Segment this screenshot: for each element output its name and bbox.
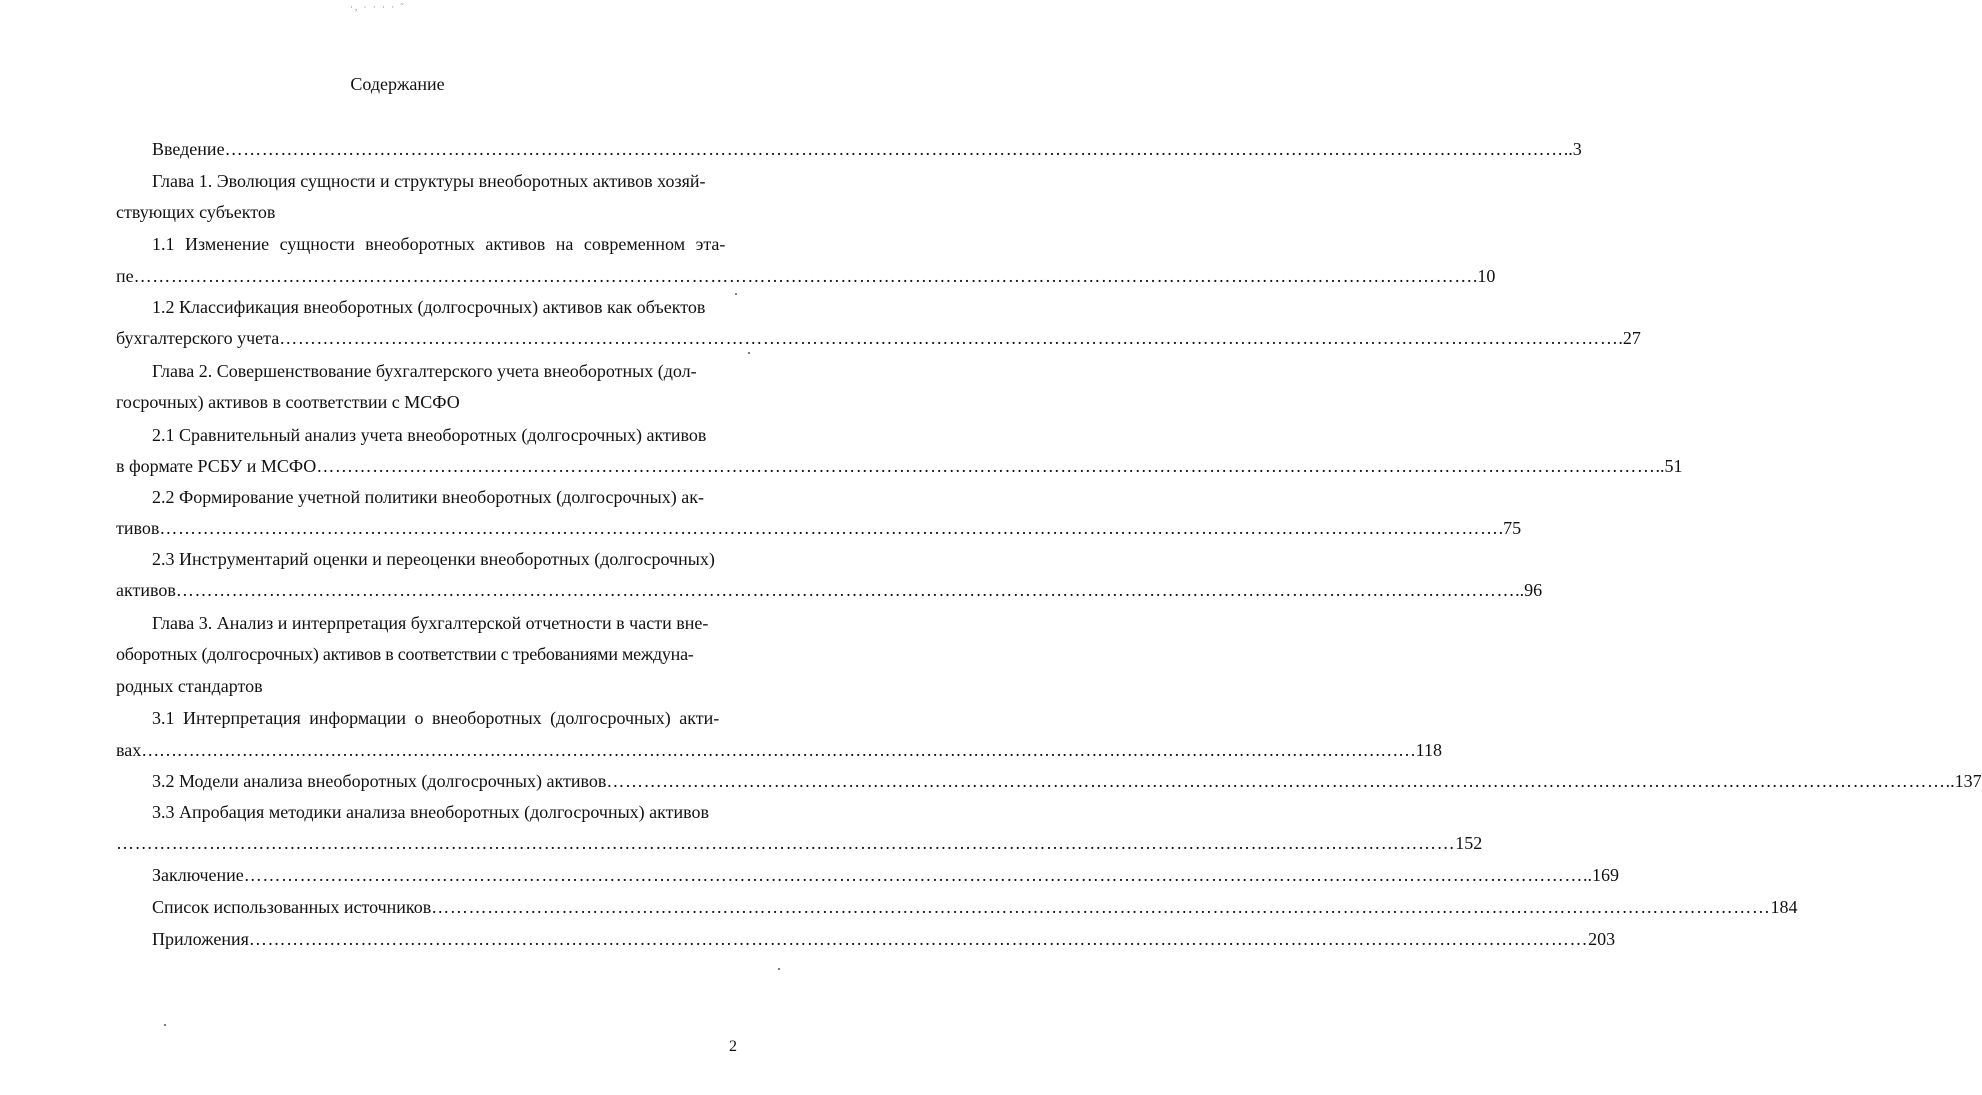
toc-page: 184	[1770, 897, 1798, 917]
toc-leader-dots: ………………………………………………………………………………………………………………………………………………………………………………………………	[159, 518, 1499, 538]
toc-section-3-3-line2[interactable]	[116, 833, 1483, 854]
toc-section-3-1-line2[interactable]	[116, 740, 1443, 761]
toc-section-1-2-line1[interactable]: 1.2 Классификация внеоборотных (долгосрочных) активов как объектов	[152, 297, 706, 317]
toc-label: Заключение	[152, 865, 244, 885]
toc-section-3-2[interactable]	[152, 771, 1982, 792]
toc-leader-dots: ………………………………………………………………………………………………………………………………………………………………………………………………	[243, 865, 1583, 885]
toc-chapter-3-line2[interactable]: оборотных (долгосрочных) активов в соответствии с требованиями междуна-	[116, 644, 694, 664]
page-number: 2	[729, 1038, 737, 1055]
toc-leader-dots: ………………………………………………………………………………………………………………………………………………………………………………………………	[141, 740, 1416, 760]
toc-section-1-1-line2[interactable]	[116, 266, 1496, 287]
scan-speck	[748, 352, 750, 354]
toc-label: 3.2 Модели анализа внеоборотных (долгосрочных) активов	[152, 771, 607, 791]
toc-label: вах	[116, 740, 142, 760]
toc-entry-sources[interactable]	[152, 897, 1798, 918]
toc-label: в формате РСБУ и МСФО	[116, 456, 317, 476]
toc-label: тивов	[116, 518, 160, 538]
toc-leader-dots: ………………………………………………………………………………………………………………………………………………………………………………………………	[316, 456, 1656, 476]
toc-chapter-1-line2[interactable]: ствующих субъектов	[116, 202, 276, 222]
scan-speck	[778, 968, 780, 970]
toc-page: .27	[1618, 328, 1641, 348]
toc-section-3-3-line1[interactable]: 3.3 Апробация методики анализа внеоборотных (долгосрочных) активов	[152, 802, 710, 822]
toc-page: ..137	[1945, 771, 1982, 791]
toc-section-2-1-line2[interactable]	[116, 456, 1683, 477]
toc-page: ..3	[1563, 139, 1582, 159]
toc-page: 152	[1455, 833, 1483, 853]
page-title: Содержание	[350, 74, 445, 94]
toc-leader-dots: ………………………………………………………………………………………………………………………………………………………………………………………………	[279, 328, 1619, 348]
toc-page: ..51	[1655, 456, 1683, 476]
scan-speck	[735, 293, 737, 295]
toc-leader-dots: ………………………………………………………………………………………………………………………………………………………………………………………………	[248, 929, 1589, 949]
toc-leader-dots: ………………………………………………………………………………………………………………………………………………………………………………………………	[224, 139, 1564, 159]
toc-section-1-1-line1[interactable]: 1.1 Изменение сущности внеоборотных активов на современном эта-	[152, 234, 726, 254]
toc-section-2-3-line2[interactable]	[116, 580, 1543, 601]
toc-leader-dots: ………………………………………………………………………………………………………………………………………………………………………………………………	[606, 771, 1946, 791]
toc-section-1-2-line2[interactable]	[116, 328, 1641, 349]
toc-chapter-3-line3[interactable]: родных стандартов	[116, 676, 263, 696]
toc-label: бухгалтерского учета	[116, 328, 280, 348]
toc-label: Список использованных источников	[152, 897, 432, 917]
toc-chapter-2-line2[interactable]: госрочных) активов в соответствии с МСФО	[116, 392, 460, 412]
toc-leader-dots: ………………………………………………………………………………………………………………………………………………………………………………………………	[431, 897, 1771, 917]
toc-page: .75	[1498, 518, 1522, 538]
toc-page: 118	[1415, 740, 1443, 760]
toc-entry-appendix[interactable]	[152, 929, 1616, 950]
toc-label: Введение	[152, 139, 225, 159]
toc-section-2-3-line1[interactable]: 2.3 Инструментарий оценки и переоценки внеоборотных (долгосрочных)	[152, 549, 715, 569]
toc-section-2-2-line2[interactable]	[116, 518, 1522, 539]
toc-section-2-2-line1[interactable]: 2.2 Формирование учетной политики внеоборотных (долгосрочных) ак-	[152, 487, 704, 507]
toc-chapter-2-line1[interactable]: Глава 2. Совершенствование бухгалтерского учета внеоборотных (дол-	[152, 361, 697, 381]
toc-entry-intro[interactable]	[152, 139, 1582, 160]
toc-chapter-3-line1[interactable]: Глава 3. Анализ и интерпретация бухгалтерской отчетности в части вне-	[152, 613, 709, 633]
toc-page: ..96	[1515, 580, 1543, 600]
scan-artifact-mark: ·, · · · · ˜	[350, 2, 406, 12]
scan-speck	[164, 1024, 166, 1026]
toc-page: .10	[1472, 266, 1496, 286]
toc-chapter-1-line1[interactable]: Глава 1. Эволюция сущности и структуры внеоборотных активов хозяй-	[152, 171, 706, 191]
toc-label: Приложения	[152, 929, 249, 949]
toc-label: пе	[116, 266, 134, 286]
toc-page: 203	[1588, 929, 1616, 949]
toc-page: ..169	[1583, 865, 1619, 885]
toc-leader-dots: ………………………………………………………………………………………………………………………………………………………………………………………………	[133, 266, 1473, 286]
toc-entry-conclusion[interactable]	[152, 865, 1619, 886]
toc-section-3-1-line1[interactable]: 3.1 Интерпретация информации о внеоборотных (долгосрочных) акти-	[152, 708, 720, 728]
toc-leader-dots: ………………………………………………………………………………………………………………………………………………………………………………………………	[116, 833, 1456, 853]
toc-leader-dots: ………………………………………………………………………………………………………………………………………………………………………………………………	[175, 580, 1516, 600]
toc-section-2-1-line1[interactable]: 2.1 Сравнительный анализ учета внеоборотных (долгосрочных) активов	[152, 425, 707, 445]
toc-label: активов	[116, 580, 176, 600]
